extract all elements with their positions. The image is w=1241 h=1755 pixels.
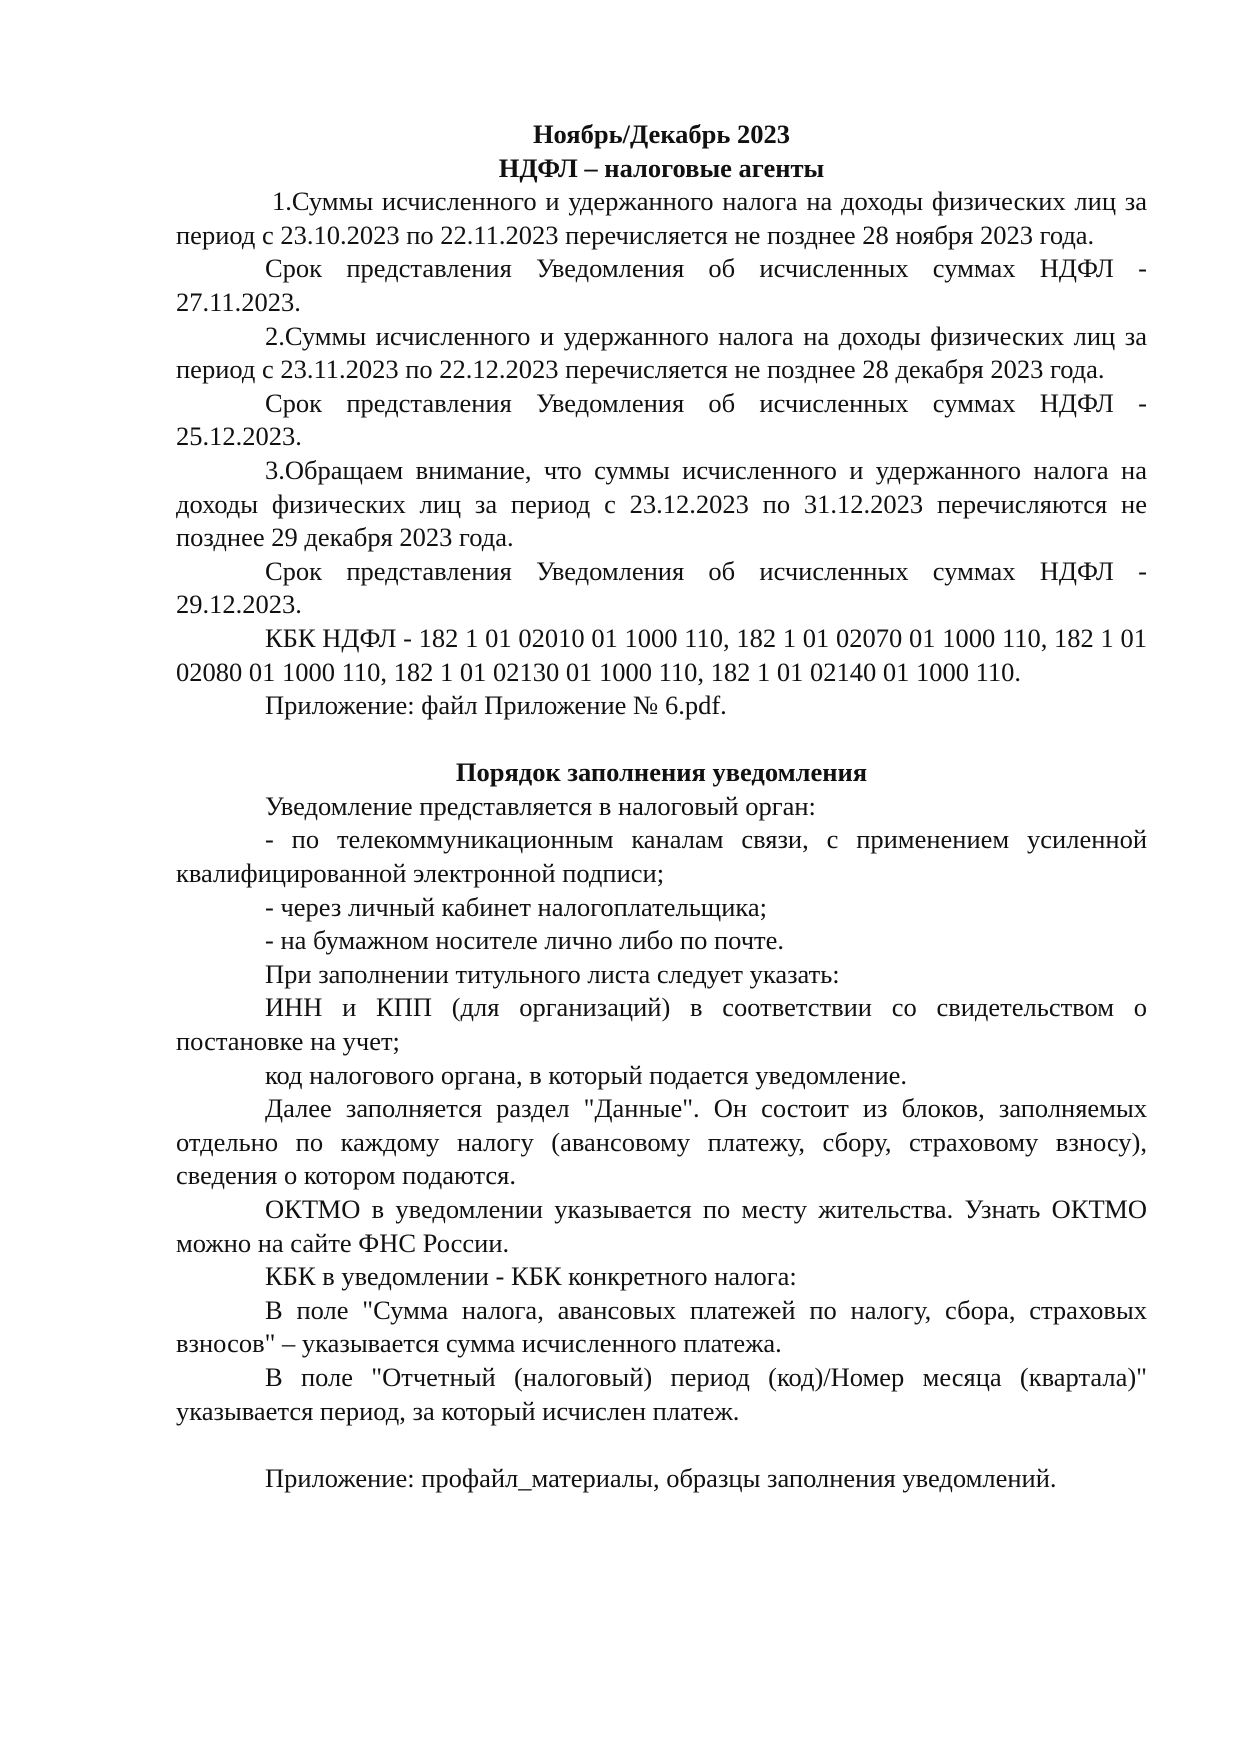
paragraph-attachment-2: Приложение: профайл_материалы, образцы заполнения уведомлений. bbox=[265, 1462, 1057, 1493]
paragraph-tax-authority-code: код налогового органа, в который подается уведомление. bbox=[265, 1059, 908, 1090]
paragraph-attachment-1: Приложение: файл Приложение № 6.pdf. bbox=[265, 690, 727, 721]
paragraph-submission-cabinet: - через личный кабинет налогоплательщика; bbox=[265, 891, 767, 922]
paragraph-kbk-codes: КБК НДФЛ - 182 1 01 02010 01 1000 110, 182 1 01 02070 01 1000 110, 182 1 01 02080 01 1000 110, 182 1 01 02130 01 1000 110, 182 1 01 02140 01 1000 110. bbox=[176, 622, 1147, 687]
paragraph-kbk: КБК в уведомлении - КБК конкретного налога: bbox=[265, 1261, 797, 1292]
paragraph-deadline-3: Срок представления Уведомления об исчисленных суммах НДФЛ - 29.12.2023. bbox=[176, 555, 1147, 620]
paragraph-oktmo: ОКТМО в уведомлении указывается по месту жительства. Узнать ОКТМО можно на сайте ФНС России. bbox=[176, 1194, 1147, 1258]
document-heading-period: Ноябрь/Декабрь 2023 bbox=[532, 119, 791, 149]
document-page bbox=[176, 118, 1147, 1495]
document-heading-topic: НДФЛ – налоговые агенты bbox=[498, 152, 825, 183]
paragraph-data-section: Далее заполняется раздел "Данные". Он состоит из блоков, заполняемых отдельно по каждому налогу (авансовому платежу, сбору, страховому взносу), сведения о котором подаются. bbox=[176, 1093, 1147, 1191]
paragraph-deadline-1: Срок представления Уведомления об исчисленных суммах НДФЛ - 27.11.2023. bbox=[176, 253, 1147, 317]
paragraph-submission-intro: Уведомление представляется в налоговый орган: bbox=[265, 790, 816, 821]
paragraph-period-field: В поле "Отчетный (налоговый) период (код)/Номер месяца (квартала)" указывается период, за который исчислен платеж. bbox=[176, 1361, 1147, 1426]
paragraph-deadline-2: Срок представления Уведомления об исчисленных суммах НДФЛ - 25.12.2023. bbox=[176, 387, 1147, 452]
paragraph-item-3: 3.Обращаем внимание, что суммы исчисленного и удержанного налога на доходы физических лиц за период с 23.12.2023 по 31.12.2023 перечисляются не позднее 29 декабря 2023 года. bbox=[176, 454, 1147, 553]
blank-line bbox=[176, 723, 1147, 757]
paragraph-title-page-intro: При заполнении титульного листа следует указать: bbox=[265, 958, 840, 989]
paragraph-submission-paper: - на бумажном носителе лично либо по почте. bbox=[265, 925, 785, 956]
paragraph-item-1: 1.Суммы исчисленного и удержанного налога на доходы физических лиц за период с 23.10.2023 по 22.11.2023 перечисляется не позднее 28 ноября 2023 года. bbox=[176, 186, 1147, 250]
paragraph-sum-field: В поле "Сумма налога, авансовых платежей по налогу, сбора, страховых взносов" – указывается сумма исчисленного платежа. bbox=[176, 1294, 1147, 1359]
blank-line bbox=[176, 1428, 1147, 1462]
section-title-filling-order: Порядок заполнения уведомления bbox=[455, 757, 868, 788]
paragraph-submission-telecom: - по телекоммуникационным каналам связи, с применением усиленной квалифицированной электронной подписи; bbox=[176, 824, 1147, 889]
paragraph-item-2: 2.Суммы исчисленного и удержанного налога на доходы физических лиц за период с 23.11.2023 по 22.12.2023 перечисляется не позднее 28 декабря 2023 года. bbox=[176, 320, 1147, 385]
paragraph-inn-kpp: ИНН и КПП (для организаций) в соответствии со свидетельством о постановке на учет; bbox=[176, 992, 1147, 1057]
